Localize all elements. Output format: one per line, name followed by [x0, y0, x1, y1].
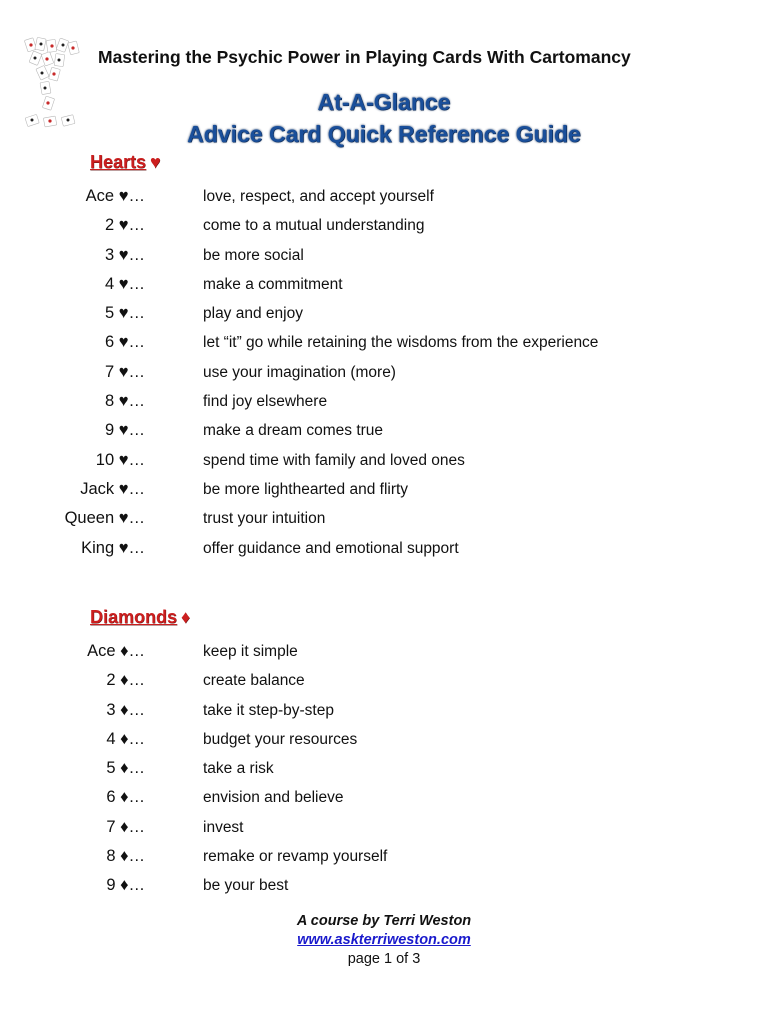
card-advice: envision and believe	[203, 789, 344, 807]
card-advice: invest	[203, 818, 244, 836]
card-label: Jack ♥…	[80, 479, 145, 498]
list-item	[0, 508, 768, 537]
list-item	[0, 670, 768, 699]
card-label: 4 ♦…	[106, 729, 145, 748]
card-advice: offer guidance and emotional support	[203, 539, 459, 557]
card-advice: make a commitment	[203, 275, 343, 293]
diamonds-list	[0, 641, 768, 905]
list-item	[0, 641, 768, 670]
list-item	[0, 450, 768, 479]
card-label: 5 ♥…	[104, 304, 145, 323]
list-item	[0, 817, 768, 846]
card-label: King ♥…	[81, 538, 145, 557]
card-advice: trust your intuition	[203, 510, 326, 528]
list-item	[0, 758, 768, 787]
card-label: 6 ♦…	[106, 788, 145, 807]
list-item	[0, 245, 768, 274]
card-label: 9 ♦…	[106, 876, 145, 895]
card-advice: find joy elsewhere	[203, 393, 328, 411]
card-label: 3 ♥…	[104, 245, 145, 264]
diamond-icon: ♦	[181, 607, 191, 627]
footer-course: A course by Terri Weston	[296, 913, 472, 929]
page-number: page 1 of 3	[347, 951, 421, 967]
list-item	[0, 362, 768, 391]
list-item	[0, 303, 768, 332]
card-label: 3 ♦…	[106, 700, 145, 719]
card-label: 2 ♥…	[104, 216, 145, 235]
card-label: 9 ♥…	[104, 421, 145, 440]
list-item	[0, 391, 768, 420]
list-item	[0, 700, 768, 729]
section-heading-hearts	[90, 152, 161, 173]
list-item	[0, 332, 768, 361]
card-advice: play and enjoy	[203, 305, 303, 323]
list-item	[0, 787, 768, 816]
card-label: Ace ♦…	[87, 642, 145, 660]
card-advice: love, respect, and accept yourself	[203, 188, 434, 205]
card-label: 2 ♦…	[106, 671, 145, 690]
card-advice: budget your resources	[203, 730, 358, 748]
card-label: 7 ♥…	[104, 362, 145, 381]
card-advice: be more social	[203, 246, 304, 264]
diamonds-heading-label: Diamonds	[90, 607, 178, 627]
card-label: 5 ♦…	[106, 759, 145, 778]
list-item	[0, 186, 768, 215]
header-title: Mastering the Psychic Power in Playing Cards With Cartomancy	[98, 47, 631, 67]
card-label: 4 ♥…	[104, 274, 145, 293]
list-item	[0, 420, 768, 449]
list-item	[0, 729, 768, 758]
card-advice: let “it” go while retaining the wisdoms from the experience	[203, 334, 599, 352]
list-item	[0, 875, 768, 904]
card-advice: take it step-by-step	[203, 701, 334, 719]
list-item	[0, 215, 768, 244]
heart-icon: ♥	[150, 152, 161, 172]
card-label: 8 ♦…	[106, 847, 145, 866]
card-advice: create balance	[203, 672, 305, 690]
card-advice: remake or revamp yourself	[203, 848, 388, 866]
hearts-heading-label: Hearts	[90, 152, 147, 172]
card-label: Ace ♥…	[85, 187, 145, 205]
hearts-list	[0, 186, 768, 567]
section-heading-diamonds	[90, 607, 190, 628]
card-advice: take a risk	[203, 760, 274, 778]
card-label: Queen ♥…	[64, 509, 145, 528]
page-subtitle: Advice Card Quick Reference Guide	[187, 121, 581, 147]
card-label: 10 ♥…	[95, 450, 145, 469]
card-advice: spend time with family and loved ones	[203, 451, 465, 469]
list-item	[0, 479, 768, 508]
card-advice: come to a mutual understanding	[203, 217, 425, 235]
card-label: 8 ♥…	[104, 392, 145, 411]
list-item	[0, 274, 768, 303]
card-label: 7 ♦…	[106, 817, 145, 836]
footer-website-link[interactable]: www.askterriweston.com	[297, 932, 471, 948]
card-label: 6 ♥…	[104, 333, 145, 352]
list-item	[0, 538, 768, 567]
card-advice: be more lighthearted and flirty	[203, 480, 409, 498]
card-advice: make a dream comes true	[203, 422, 384, 440]
card-advice: be your best	[203, 877, 289, 895]
page-title: At-A-Glance	[317, 89, 451, 115]
list-item	[0, 846, 768, 875]
card-advice: use your imagination (more)	[203, 363, 396, 381]
card-advice: keep it simple	[203, 643, 298, 660]
